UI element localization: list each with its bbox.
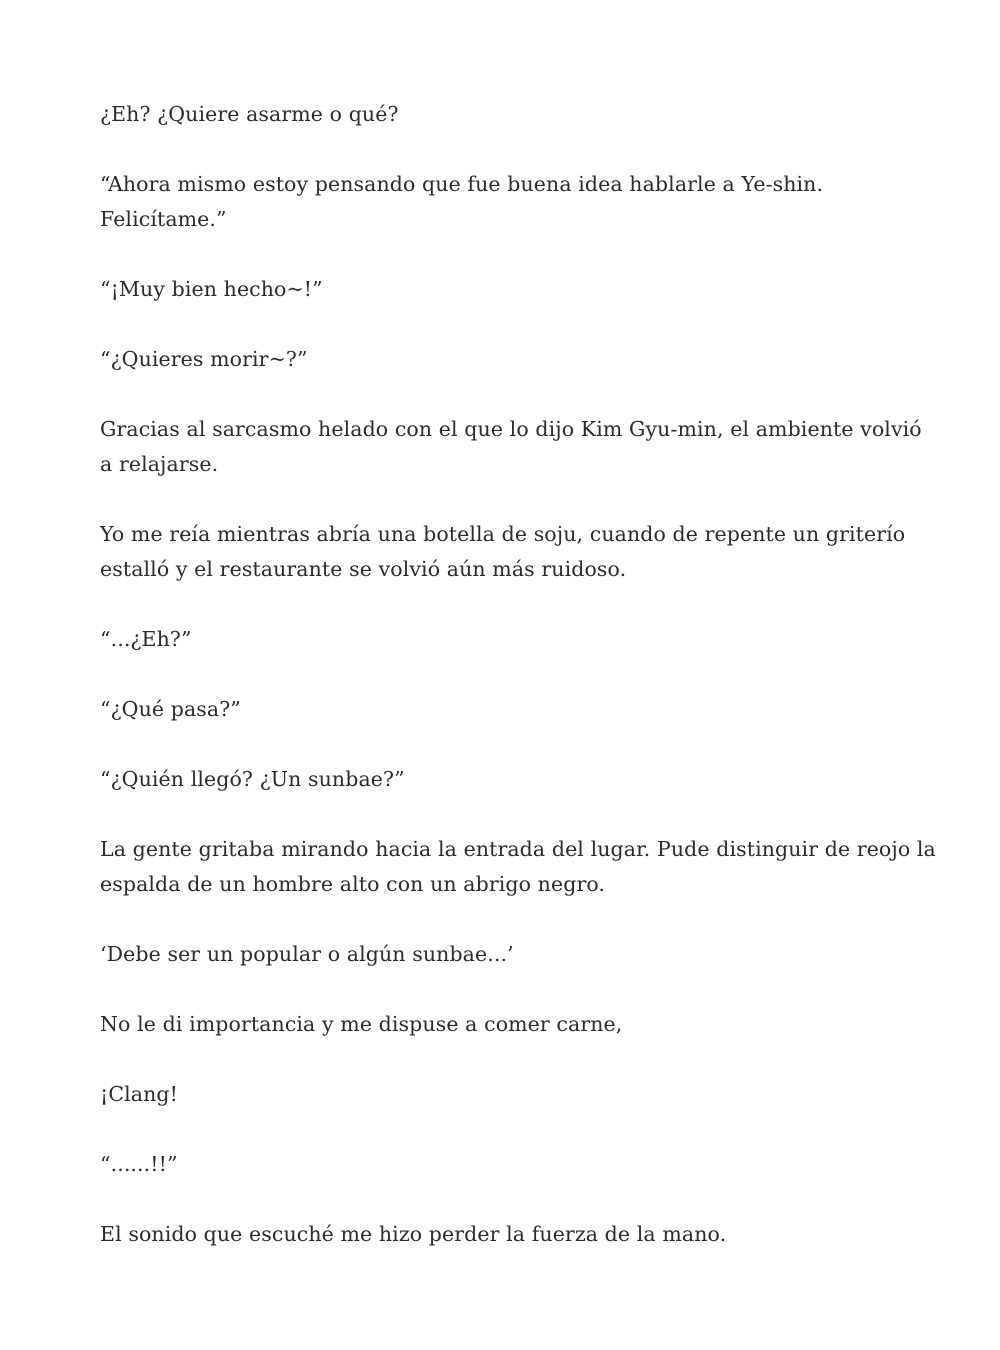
paragraph [100, 1147, 910, 1182]
paragraph [100, 517, 910, 587]
text-line: No le di importancia y me dispuse a comer carne, [100, 1012, 623, 1036]
text-line: espalda de un hombre alto con un abrigo negro. [100, 872, 606, 896]
paragraph [100, 692, 910, 727]
paragraph [100, 1217, 910, 1252]
text-line: La gente gritaba mirando hacia la entrada del lugar. Pude distinguir de reojo la [100, 837, 936, 861]
document-page [100, 97, 936, 1287]
paragraph [100, 412, 922, 482]
text-line: “Ahora mismo estoy pensando que fue buena idea hablarle a Ye-shin. [100, 172, 824, 196]
text-line: “¿Qué pasa?” [100, 697, 241, 721]
text-line: El sonido que escuché me hizo perder la fuerza de la mano. [100, 1222, 727, 1246]
text-line: ¡Clang! [100, 1082, 178, 1106]
paragraph [100, 762, 910, 797]
paragraph [100, 937, 910, 972]
paragraph [100, 342, 910, 377]
text-line: Gracias al sarcasmo helado con el que lo dijo Kim Gyu-min, el ambiente volvió [100, 417, 922, 441]
text-line: ¿Eh? ¿Quiere asarme o qué? [100, 102, 399, 126]
text-line: “¿Quieres morir~?” [100, 347, 308, 371]
paragraph [100, 1077, 910, 1112]
text-line: “......!!” [100, 1152, 178, 1176]
text-line: Yo me reía mientras abría una botella de soju, cuando de repente un griterío [100, 522, 906, 546]
paragraph [100, 272, 910, 307]
text-line: “¿Quién llegó? ¿Un sunbae?” [100, 767, 405, 791]
text-line: ‘Debe ser un popular o algún sunbae...’ [100, 942, 514, 966]
paragraph [100, 1007, 910, 1042]
text-line: “¡Muy bien hecho~!” [100, 277, 323, 301]
paragraph [100, 622, 910, 657]
paragraph [100, 167, 910, 237]
text-line: a relajarse. [100, 452, 219, 476]
text-line: “...¿Eh?” [100, 627, 192, 651]
text-line: estalló y el restaurante se volvió aún más ruidoso. [100, 557, 627, 581]
text-line: Felicítame.” [100, 207, 227, 231]
paragraph [100, 832, 936, 902]
paragraph [100, 97, 910, 132]
